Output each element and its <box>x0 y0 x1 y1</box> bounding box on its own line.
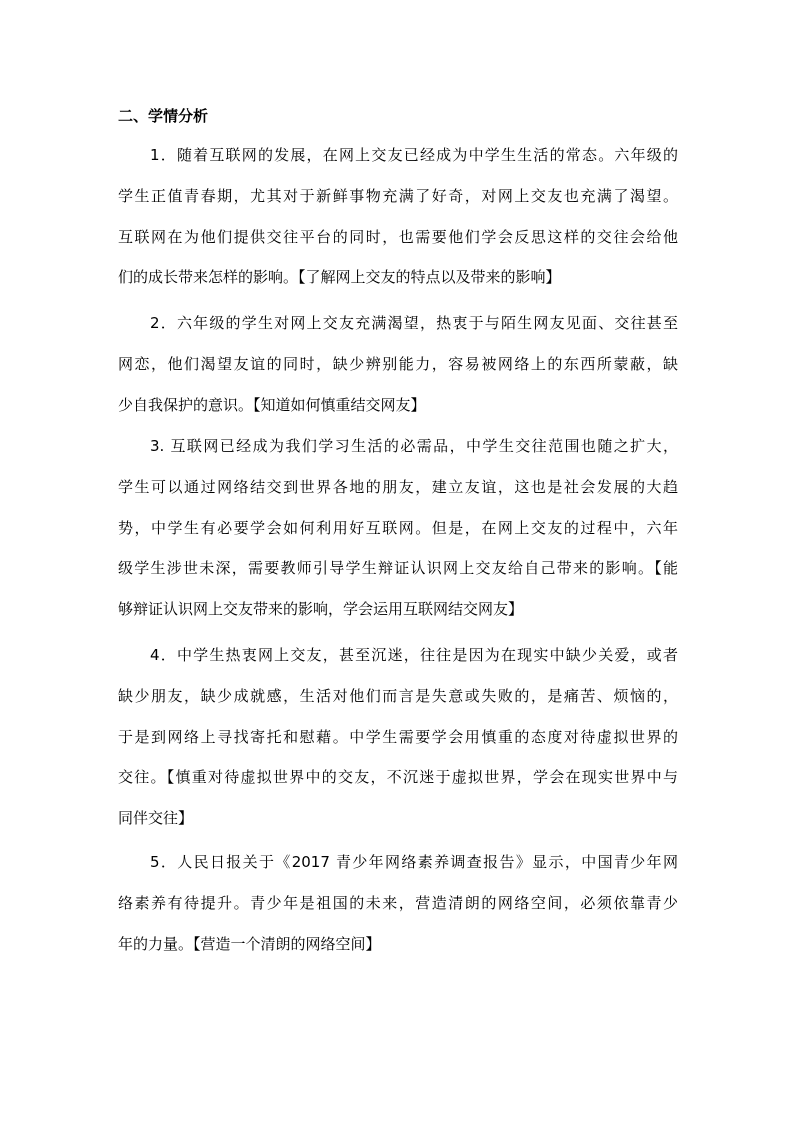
paragraph-1 <box>118 135 678 298</box>
paragraph-line: 3. 互联网已经成为我们学习生活的必需品，中学生交往范围也随之扩大， <box>150 437 678 455</box>
paragraph-line: 势，中学生有必要学会如何利用好互联网。但是，在网上交友的过程中，六年 <box>118 518 678 537</box>
paragraph-line: 络素养有待提升。青少年是祖国的未来，营造清朗的网络空间，必须依靠青少 <box>118 893 678 912</box>
paragraph-5 <box>118 842 678 964</box>
paragraph-line: 同伴交往】 <box>118 809 194 828</box>
paragraph-line: 2．六年级的学生对网上交友充满渴望，热衷于与陌生网友见面、交往甚至 <box>150 314 678 332</box>
paragraph-line: 1．随着互联网的发展，在网上交友已经成为中学生生活的常态。六年级的 <box>150 146 678 164</box>
paragraph-4 <box>118 635 678 839</box>
paragraph-line: 网恋，他们渴望友谊的同时，缺少辨别能力，容易被网络上的东西所蒙蔽，缺 <box>118 354 678 373</box>
section-heading: 二、学情分析 <box>118 107 209 125</box>
paragraph-line: 缺少朋友，缺少成就感，生活对他们而言是失意或失败的，是痛苦、烦恼的， <box>118 686 678 705</box>
paragraph-line: 5．人民日报关于《2017 青少年网络素养调查报告》显示，中国青少年网 <box>150 853 678 871</box>
paragraph-line: 于是到网络上寻找寄托和慰藉。中学生需要学会用慎重的态度对待虚拟世界的 <box>118 727 678 746</box>
paragraph-line: 少自我保护的意识。【知道如何慎重结交网友】 <box>118 395 426 414</box>
paragraph-line: 年的力量。【营造一个清朗的网络空间】 <box>118 934 381 953</box>
paragraph-3 <box>118 426 678 630</box>
paragraph-line: 学生正值青春期，尤其对于新鲜事物充满了好奇，对网上交友也充满了渴望。 <box>118 186 678 205</box>
paragraph-line: 4．中学生热衷网上交友，甚至沉迷，往往是因为在现实中缺少关爱，或者 <box>150 646 678 664</box>
paragraph-line: 们的成长带来怎样的影响。【了解网上交友的特点以及带来的影响】 <box>118 268 561 287</box>
paragraph-line: 够辩证认识网上交友带来的影响，学会运用互联网结交网友】 <box>118 600 524 619</box>
paragraph-2 <box>118 303 678 425</box>
paragraph-line: 互联网在为他们提供交往平台的同时，也需要他们学会反思这样的交往会给他 <box>118 227 678 246</box>
paragraph-line: 交往。【慎重对待虚拟世界中的交友，不沉迷于虚拟世界，学会在现实世界中与 <box>118 768 678 787</box>
paragraph-line: 级学生涉世未深，需要教师引导学生辩证认识网上交友给自己带来的影响。【能 <box>118 559 678 578</box>
paragraph-line: 学生可以通过网络结交到世界各地的朋友，建立友谊，这也是社会发展的大趋 <box>118 477 678 496</box>
